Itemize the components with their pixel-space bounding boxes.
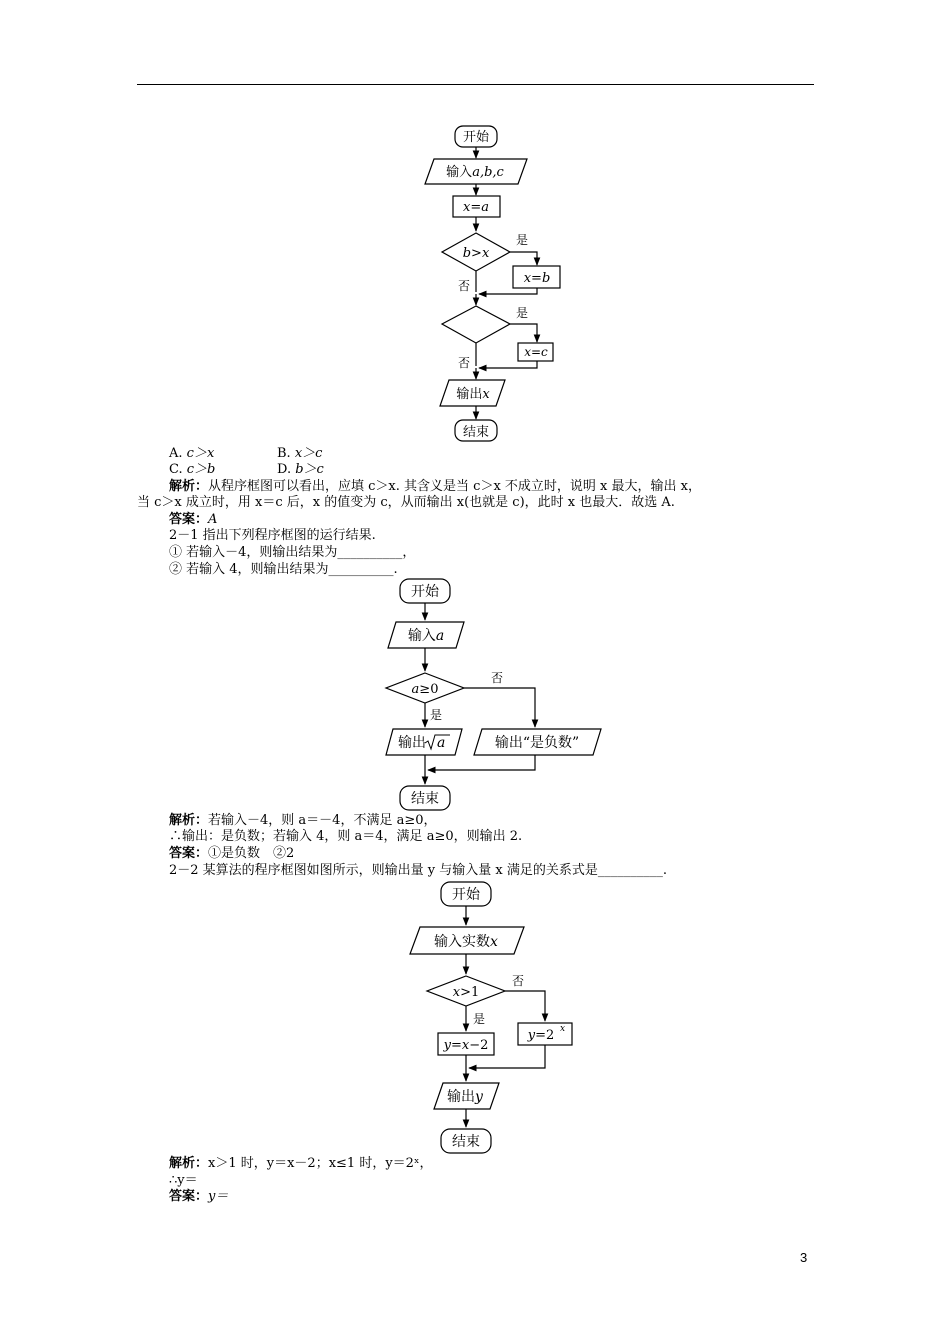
option-b: B. x＞c xyxy=(277,446,323,461)
a22-answer: 答案：y＝ xyxy=(169,1189,229,1204)
fc2-end-text: 结束 xyxy=(411,791,439,807)
fc1-input-text: 输入a,b,c xyxy=(446,165,504,180)
flowchart-3 xyxy=(410,882,572,1153)
a21-answer: 答案：①是负数 ②2 xyxy=(169,846,295,861)
fc3-end-text: 结束 xyxy=(452,1134,480,1150)
fc1-box-xb-text: x=b xyxy=(523,271,551,286)
fc2-yes-label: 是 xyxy=(430,708,443,722)
fc2-input-text: 输入a xyxy=(407,628,445,644)
fc2-output-sqrt-prefix: 输出 xyxy=(398,735,426,751)
a21-analysis-line2: ∴输出：是负数；若输入 4，则 a＝4，满足 a≥0，则输出 2. xyxy=(169,829,523,844)
fc1-yes-2: 是 xyxy=(516,306,529,320)
q1-analysis-line1: 解析：从程序框图可以看出，应填 c＞x. 其含义是当 c＞x 不成立时，说明 x 最大，输出 x， xyxy=(169,479,701,494)
fc3-box-right-text: y=2 xyxy=(527,1028,555,1043)
option-a: A. c＞x xyxy=(169,446,215,461)
fc3-start-text: 开始 xyxy=(452,887,480,903)
fc3-decision-text: x>1 xyxy=(452,985,480,1000)
q21-title: 2－1 指出下列程序框图的运行结果. xyxy=(169,528,376,543)
a22-analysis-line2: ∴y＝ xyxy=(169,1173,198,1188)
a21-analysis-line1: 解析：若输入－4，则 a＝－4，不满足 a≥0， xyxy=(169,813,437,828)
fc3-box-right-exponent: x xyxy=(560,1024,566,1034)
fc2-start-text: 开始 xyxy=(411,584,439,600)
fc1-decision-2 xyxy=(442,306,510,343)
q1-analysis-line2: 当 c＞x 成立时，用 x＝c 后，x 的值变为 c，从而输出 x(也就是 c)，此时 x 也最大．故选 A. xyxy=(137,495,675,510)
fc1-yes-1: 是 xyxy=(516,233,529,247)
q1-answer: 答案：A xyxy=(169,512,218,527)
page-number: 3 xyxy=(800,1250,808,1265)
fc1-decision-1-text: b>x xyxy=(462,246,490,261)
fc1-no-1: 否 xyxy=(458,279,471,293)
fc2-output-sqrt-var: a xyxy=(437,735,446,751)
fc2-no-label: 否 xyxy=(491,671,504,685)
option-c: C. c＞b xyxy=(169,462,216,477)
fc3-input-text: 输入实数x xyxy=(434,934,498,950)
fc1-start-text: 开始 xyxy=(462,130,490,145)
fc3-yes-label: 是 xyxy=(473,1012,486,1026)
q21-item2: ② 若输入 4，则输出结果为__________. xyxy=(169,562,398,577)
a22-analysis-line1: 解析：x＞1 时，y＝x－2；x≤1 时，y＝2ˣ， xyxy=(169,1156,433,1171)
fc2-output-neg-text: 输出“是负数” xyxy=(494,735,580,751)
option-d: D. b＞c xyxy=(277,462,324,477)
fc1-box-xc-text: x=c xyxy=(524,345,548,359)
fc3-no-label: 否 xyxy=(512,974,525,988)
q21-item1: ① 若输入－4，则输出结果为__________， xyxy=(169,545,416,560)
fc3-output-text: 输出y xyxy=(447,1089,483,1105)
fc1-output-text: 输出x xyxy=(456,387,490,402)
fc2-decision-text: a≥0 xyxy=(411,682,439,697)
fc3-box-left-text: y=x−2 xyxy=(443,1038,489,1053)
fc1-assign-text: x=a xyxy=(462,200,490,215)
fc1-no-2: 否 xyxy=(458,356,471,370)
q22-title: 2－2 某算法的程序框图如图所示，则输出量 y 与输入量 x 满足的关系式是__________. xyxy=(169,863,668,878)
fc1-end-text: 结束 xyxy=(462,425,490,440)
